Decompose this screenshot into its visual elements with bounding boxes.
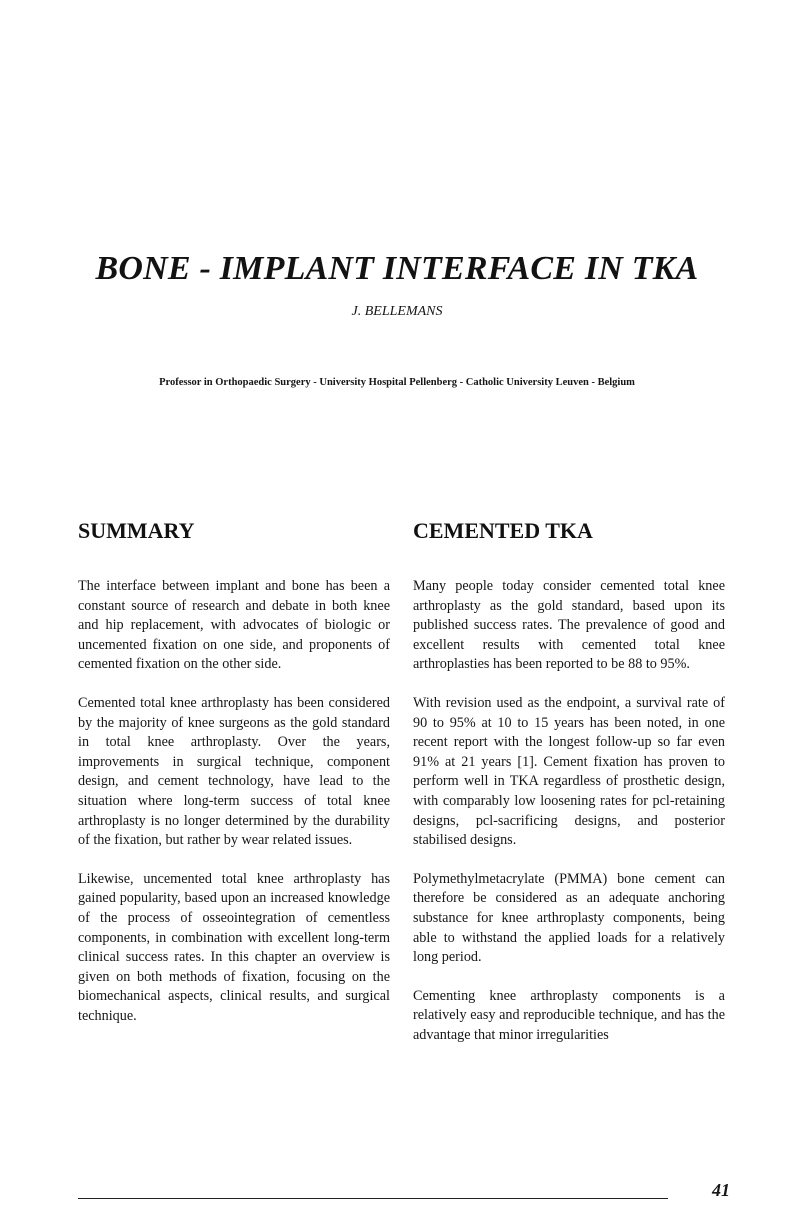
cemented-paragraph-4: Cementing knee arthroplasty components is a relatively easy and reproducible technique, and has the advantage that minor irregularities — [413, 987, 725, 1043]
article-title: BONE - IMPLANT INTERFACE IN TKA — [95, 250, 699, 287]
summary-paragraph-1: The interface between implant and bone has been a constant source of research and debate in both knee and hip replacement, with advocates of biologic or uncemented fixation on one side, and proponents of cemented fixation on the other side. — [78, 578, 390, 673]
page-number: 41 — [712, 1180, 730, 1200]
author-affiliation: Professor in Orthopaedic Surgery - University Hospital Pellenberg - Catholic University Leuven - Belgium — [159, 377, 635, 388]
summary-column — [78, 517, 390, 1045]
summary-paragraph-2: Cemented total knee arthroplasty has been considered by the majority of knee surgeons as the gold standard in total knee arthroplasty. Over the years, improvements in surgical technique, component design, and cement technology, have lead to the situation where long-term success of total knee arthroplasty is no longer determined by the durability of the fixation, but rather by wear related issues. — [78, 694, 390, 849]
cemented-paragraph-3: Polymethylmetacrylate (PMMA) bone cement can therefore be considered as an adequate anchoring substance for knee arthroplasty components, being able to withstand the applied loads for a relatively long period. — [413, 870, 725, 966]
summary-heading: SUMMARY — [78, 518, 195, 543]
cemented-tka-heading: CEMENTED TKA — [413, 518, 593, 543]
cemented-tka-column — [413, 517, 725, 1064]
cemented-paragraph-1: Many people today consider cemented total knee arthroplasty as the gold standard, based upon its published success rates. The prevalence of good and excellent results with cemented total knee arthroplasties has been reported to be 88 to 95%. — [413, 578, 725, 673]
author-name: J. BELLEMANS — [351, 304, 443, 319]
footer-rule — [78, 1198, 668, 1199]
summary-paragraph-3: Likewise, uncemented total knee arthroplasty has gained popularity, based upon an increased knowledge of the process of osseointegration of cementless components, in combination with excellent long-term clinical success rates. In this chapter an overview is given on both methods of fixation, focusing on the biomechanical aspects, clinical results, and surgical technique. — [78, 870, 390, 1024]
cemented-paragraph-2: With revision used as the endpoint, a survival rate of 90 to 95% at 10 to 15 years has been noted, in one recent report with the longest follow-up so far even 91% at 21 years [1]. Cement fixation has proven to perform well in TKA regardless of prosthetic design, with comparably low loosening rates for pcl-retaining designs, pcl-sacrificing designs, and posterior stabilised designs. — [413, 694, 725, 849]
